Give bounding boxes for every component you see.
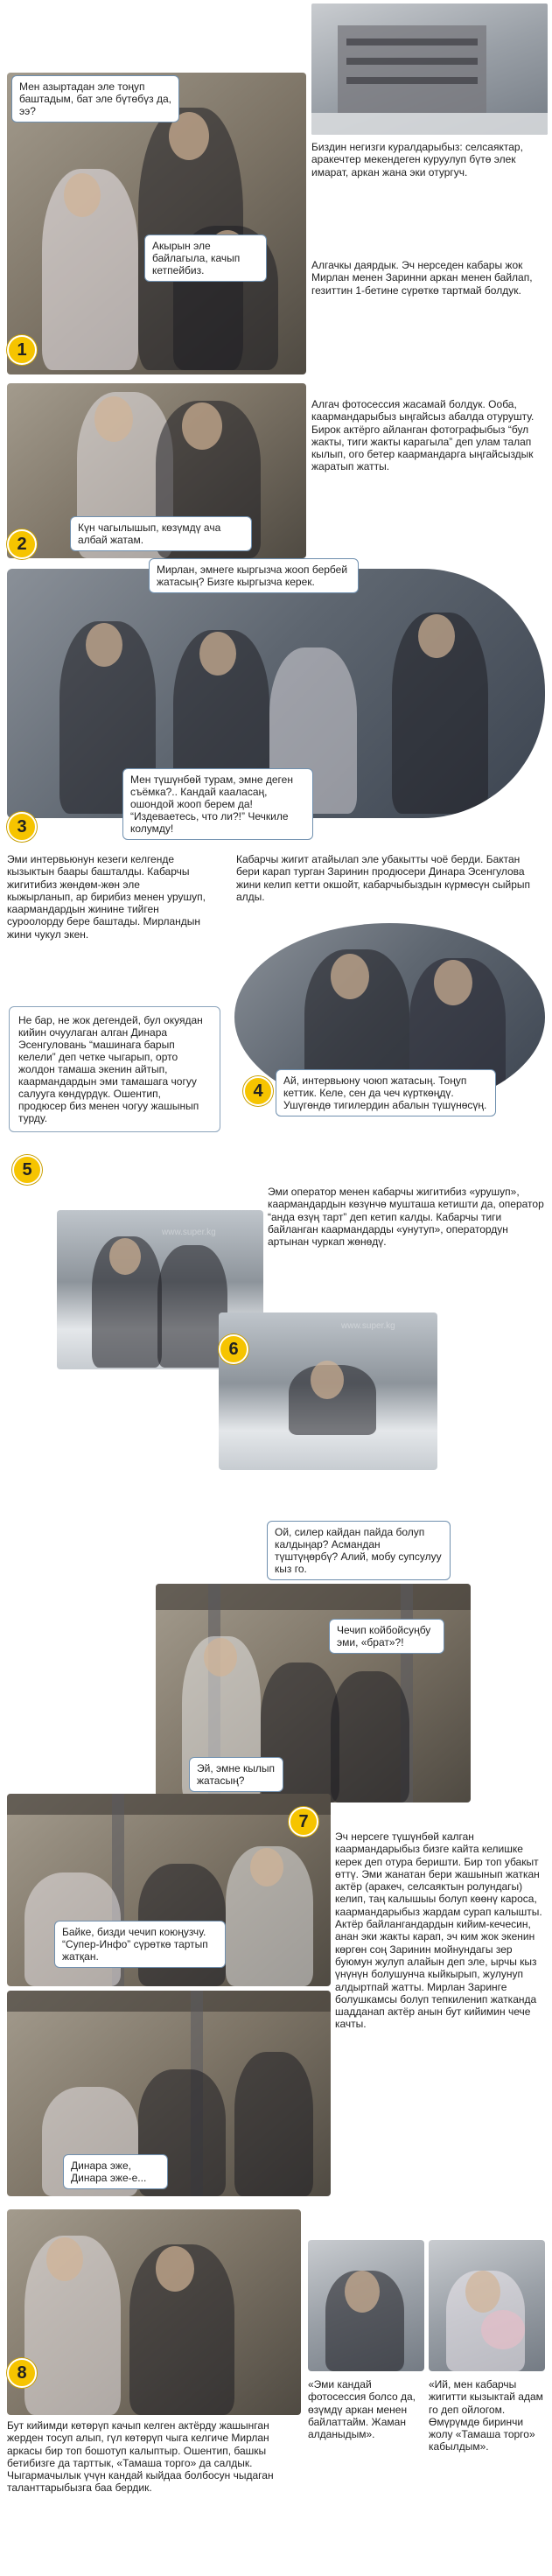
speech-bubble-dinara-call: Динара эже, Динара эже-е... — [63, 2154, 168, 2189]
caption-section-2: Алгач фотосессия жасамай болдук. Ооба, каармандарыбыз ыңгайсыз абалда отурушту. Бирок актёрго айланган фотографыбыз “бул жакты, тиги жакты карагыла” деп улам талап кылып, ого бетер каармандарга ыңгайсыздык жаратып жатты. — [311, 398, 535, 473]
caption-building: Биздин негизги куралдарыбыз: селсаяктар, аракечтер мекендеген куруулуп бүтө элек имарат, аркан жана эки отургуч. — [311, 141, 523, 178]
photo-fight-2 — [219, 1312, 437, 1470]
section-number-7: 7 — [289, 1807, 318, 1837]
section-number-6: 6 — [219, 1334, 248, 1364]
speech-bubble-sun: Күн чагылышып, көзүмдү ача албай жатам. — [70, 516, 252, 551]
speech-bubble-help: Байке, бизди чечип коюңузчу. “Супер-Инфо” сүрөткө тартып жатқан. — [54, 1921, 226, 1968]
section-number-8: 8 — [7, 2358, 37, 2388]
speech-bubble-reporter: Мирлан, эмнеге кыргызча жооп бербей жатасың? Бизге кыргызча керек. — [149, 558, 359, 593]
caption-section-8: Бут кийимди көтөрүп качып келген актёрду жашынган жерден тосуп алып, гүл көтөрүп чыга келгиче Мирлан аркасы бир топ бошотуп калыптыр. Ошентип, башкы бетибизге да тарттык, «Тамаша торго» да салдык. Чыгармачылык үчүн кандай кыйдаа болбосун чыдаган таланттарыбызга баа бердик. — [7, 2419, 274, 2495]
speech-bubble-stranger: Ой, силер кайдан пайда болуп калдыңар? Асмандан түштүңөрбү? Алий, мобу супсулуу кыз го. — [267, 1521, 451, 1580]
section-number-4: 4 — [243, 1076, 273, 1106]
photo-shoe — [7, 1991, 331, 2196]
quote-mirlan: «Эми кандай фотосессия болсо да, өзүмдү аркан менен байлаттайм. Жаман алданыдым». — [308, 2378, 416, 2441]
speech-bubble-dinara: Ай, интервьюну чоюп жатасың. Тоңуп кеттик. Келе, сен да чеч күрткөңдү. Ушүгөндө тигилердин абалын түшүнөсүң. — [276, 1069, 496, 1116]
speech-bubble-mirlan: Акырын эле байлагыла, качып кетпейбиз. — [144, 234, 267, 282]
quote-zarina: «Ий, мен кабарчы жигитти кызыктай адам го деп ойлогом. Өмүрүмдө биринчи жолу «Тамаша торго» кабылдым». — [429, 2378, 543, 2454]
section-number-1: 1 — [7, 335, 37, 365]
caption-section-1: Алгачкы даярдык. Эч нерседен кабары жок Мирлан менен Заринни аркан менен байлап, гезиттин 1-бетине сүрөткө тартмай болдук. — [311, 259, 533, 297]
watermark-photo-6a: www.super.kg — [162, 1228, 216, 1237]
photo-building — [311, 4, 548, 135]
watermark-photo-6b: www.super.kg — [341, 1321, 395, 1331]
caption-section-3: Эми интервьюнун кезеги келгенде кызыктын баары башталды. Кабарчы жигитибиз жөндөм-жөн эле кыжырланып, ар бирибиз менен урушуп, каармандардын жинине тийген суроолорду бере баштады. Мирландын жини чукул экен. — [7, 853, 206, 941]
section-number-5: 5 — [12, 1155, 42, 1185]
speech-bubble-zarina: Мен азыртадан эле тоңуп баштадым, бат эле бүтөбүз да, ээ? — [11, 75, 179, 122]
speech-bubble-untie: Чечип койбойсуңбу эми, «брат»?! — [329, 1619, 444, 1654]
caption-section-6: Эми оператор менен кабарчы жигитибиз «урушуп», каармандардын көзүнчө мушташа кетишти да, оператор “анда өзүң тарт” деп кетип калды. Кабарчы тиги байланган каармандарды «унутуп», оператордун артынан чуркап жөнөдү. — [268, 1186, 544, 1249]
caption-section-7: Эч нерсеге түшүнбөй калган каармандарыбыз бизге кайта келишке керек деп отура беришти. Бир топ убакыт өттү. Эми жанатан бери жашынып жаткан актёр (аракеч, селсаяктын ролундагы) келип, таң калышыы болуп көөнү кароса, каармандарыбыз жардам сурап калышты. Актёр байлангандардын кийим-кечесин, анан эки жакты карап, эч ким жок экенин көргөн соң Заринин мойнундагы зер буюмун жулуп алайын деп эле, ырчы кыз үнүнүн болушунча кыйкырып, жулунуп алдыртпай жатты. Мирлан Заринге болушкамсы болуп тепкиленип жатканда шадданап актёр анын бут кийимин чече качты. — [335, 1830, 542, 2031]
section-number-2: 2 — [7, 529, 37, 559]
caption-section-4: Кабарчы жигит атайылап эле убакытты чоё берди. Бактан бери карап турган Заринин продюсери Динара Эсенгулова жини келип кетти окшойт, кабарчыбыздын күрмөсүн сыйрып алды. — [236, 853, 531, 903]
photo-flowers-couple — [7, 2209, 301, 2415]
section-number-3: 3 — [7, 812, 37, 842]
speech-bubble-what: Эй, эмне кылып жатасың? — [189, 1757, 283, 1792]
photo-mirlan-flowers — [308, 2240, 424, 2371]
text-box-section-5: Не бар, не жок дегендей, бул окуядан кийин очуулаган алган Динара Эсенгуловань “машинага барып келели” деп четке чыгарып, орто жолдон тамаша экенин айтып, каармандардын эми тамашага чогуу салууга көндүрдүк. Ошентип, продюсер биз менен чогуу жашынып турду. — [9, 1006, 220, 1132]
photo-zarina-flowers — [429, 2240, 545, 2371]
speech-bubble-mirlan-angry: Мен түшүнбөй турам, эмне деген съёмка?.. Кандай кааласаң, ошондой жооп берем да! “Издеваетесь, что ли?!” Чечкиле колумду! — [122, 768, 313, 840]
